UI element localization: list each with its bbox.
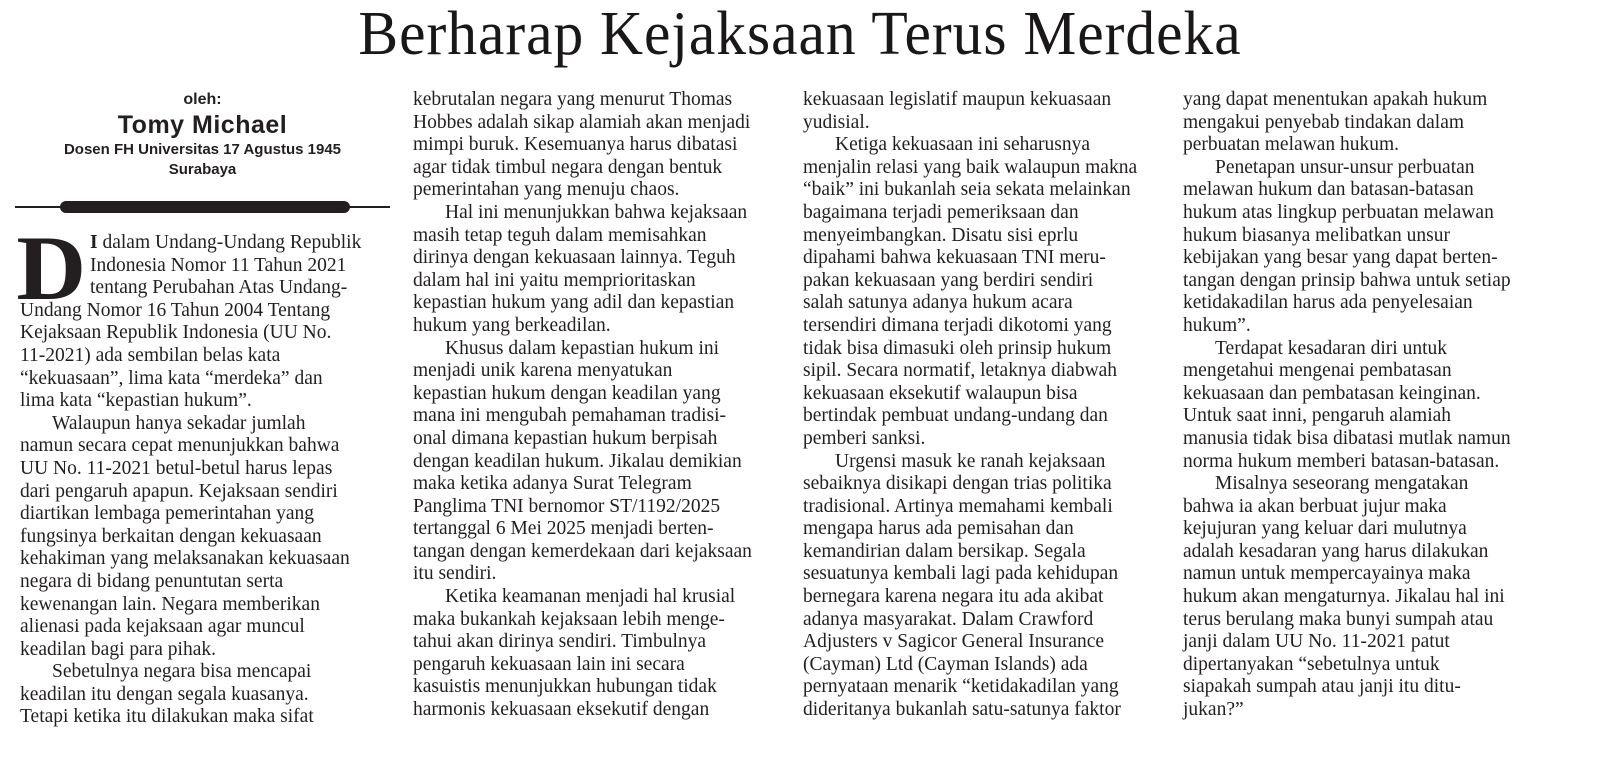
text-line: pakan kekuasaan yang berdiri sendiri (803, 269, 1094, 291)
text-line: “baik” ini bukanlah seia sekata melainkan (803, 179, 1131, 201)
text-line: pernyataan menarik “ketidakadilan yang (803, 676, 1119, 698)
text-line: dipahami bahwa kekuasaan TNI meru- (803, 247, 1106, 269)
text-line: itu sendiri. (413, 563, 497, 585)
text-line: dari pengaruh apapun. Kejaksaan sendiri (20, 480, 338, 502)
text-line: hukum”. (1183, 314, 1251, 336)
text-line: ketidakadilan harus ada penyelesaian (1183, 292, 1473, 314)
text-line: kekuasaan eksekutif walaupun bisa (803, 382, 1078, 404)
text-line: tertanggal 6 Mei 2025 menjadi berten- (413, 518, 714, 540)
text-line: sesuatunya kembali lagi pada kehidupan (803, 563, 1119, 585)
article-column-2 (413, 89, 783, 722)
text-line: salah satunya adanya hukum acara (803, 292, 1073, 314)
text-line: lima kata “kepastian hukum”. (20, 390, 252, 412)
text-line: terus berulang maka bunyi sumpah atau (1183, 608, 1494, 630)
text-line: Panglima TNI bernomor ST/1192/2025 (413, 495, 721, 517)
text-line: mimpi buruk. Kesemuanya harus dibatasi (413, 134, 738, 156)
text-line: pengaruh kekuasaan lain ini secara (413, 653, 685, 675)
text-line: kepastian hukum dengan keadilan yang (413, 382, 721, 404)
text-line: pemberi sanksi. (803, 427, 926, 449)
text-line: dipertanyakan “sebetulnya untuk (1183, 653, 1440, 675)
text-line: Untuk saat inni, pengaruh alamiah (1183, 405, 1452, 427)
text-line: (Cayman) Ltd (Cayman Islands) ada (803, 653, 1088, 675)
text-line: Indonesia Nomor 11 Tahun 2021 (90, 254, 347, 276)
text-line: tangan dengan kemerdekaan dari kejaksaan (413, 540, 752, 562)
text-line: Penetapan unsur-unsur perbuatan (1215, 156, 1475, 178)
text-line: tersendiri dimana terjadi dikotomi yang (803, 314, 1112, 336)
text-line: masih tetap teguh dalam memisahkan (413, 224, 707, 246)
text-line: menjalin relasi yang baik walaupun makna (803, 156, 1138, 178)
author-city: Surabaya (168, 161, 237, 178)
text-line: kekuasaan dan pembatasan keinginan. (1183, 382, 1481, 404)
text-line: mengetahui mengenai pembatasan (1183, 360, 1452, 382)
text-line: kewenangan lain. Negara memberikan (20, 593, 320, 615)
text-line: onal dimana kepastian hukum berpisah (413, 427, 718, 449)
article-column-1 (16, 217, 390, 729)
text-line: kekuasaan legislatif maupun kekuasaan (803, 89, 1112, 110)
text-line: yang dapat menentukan apakah hukum (1183, 89, 1488, 110)
text-line: UU No. 11-2021 betul-betul harus lepas (20, 457, 333, 479)
text-line: tangan dengan prinsip bahwa untuk setiap (1183, 269, 1511, 291)
text-line: hukum akan mengaturnya. Jikalau hal ini (1183, 586, 1505, 608)
text-line: Walaupun hanya sekadar jumlah (52, 412, 306, 434)
text-line: namun untuk mempercayainya maka (1183, 563, 1471, 585)
text-line: diartikan lembaga pemerintahan yang (20, 503, 315, 525)
text-line: dirinya dengan kekuasaan lainnya. Teguh (413, 247, 736, 269)
author-name: Tomy Michael (117, 111, 288, 139)
text-line: dideritanya bukanlah satu-satunya faktor (803, 699, 1121, 721)
text-line: melawan hukum dan batasan-batasan (1183, 179, 1474, 201)
text-line: Ketiga kekuasaan ini seharusnya (835, 134, 1091, 156)
text-line: tahui akan dirinya sendiri. Timbulnya (413, 631, 707, 653)
text-line: kehakiman yang melaksanakan kekuasaan (20, 548, 350, 570)
text-line: norma hukum memberi batasan-batasan. (1183, 450, 1500, 472)
text-line: namun secara cepat menunjukkan bahwa (20, 435, 340, 457)
text-line: mana ini mengubah pemahaman tradisi- (413, 405, 726, 427)
text-line: bernegara karena negara itu ada akibat (803, 586, 1104, 608)
text-line: mengapa harus ada pemisahan dan (803, 518, 1074, 540)
text-line: Adjusters v Sagicor General Insurance (803, 631, 1105, 653)
text-line: Kejaksaan Republik Indonesia (UU No. (20, 322, 332, 344)
text-line: kepastian hukum yang adil dan kepastian (413, 292, 735, 314)
text-line-content: dalam Undang-Undang Republik (97, 232, 362, 253)
first-letter: I (90, 232, 98, 253)
text-line: dengan keadilan hukum. Jikalau demikian (413, 450, 742, 472)
text-line: hukum yang berkeadilan. (413, 314, 611, 336)
text-line: kebijakan yang besar yang dapat berten- (1183, 247, 1498, 269)
text-line: negara di bidang penuntutan serta (20, 570, 284, 592)
byline-divider-ornament (60, 201, 350, 213)
text-line: Undang Nomor 16 Tahun 2004 Tentang (20, 299, 331, 321)
text-line: Hal ini menunjukkan bahwa kejaksaan (445, 201, 748, 223)
text-line: keadilan itu dengan segala kuasanya. (20, 683, 309, 705)
text-line: Misalnya seseorang mengatakan (1215, 473, 1469, 495)
text-line: Terdapat kesadaran diri untuk (1215, 337, 1448, 359)
headline: Berharap Kejaksaan Terus Merdeka (358, 0, 1242, 68)
text-line: “kekuasaan”, lima kata “merdeka” dan (20, 367, 323, 389)
text-line: keadilan bagi para pihak. (20, 638, 216, 660)
text-line: adanya masyarakat. Dalam Crawford (803, 608, 1094, 630)
text-line: menyeimbangkan. Disatu sisi eprlu (803, 224, 1079, 246)
text-line: sebaiknya disikapi dengan trias politika (803, 473, 1112, 495)
text-line: janji dalam UU No. 11-2021 patut (1183, 631, 1450, 653)
text-line: perbuatan melawan hukum. (1183, 134, 1400, 156)
text-line: bahwa ia akan berbuat jujur maka (1183, 495, 1447, 517)
text-line: kebrutalan negara yang menurut Thomas (413, 89, 733, 110)
text-line: pemerintahan yang menuju chaos. (413, 179, 680, 201)
text-line: Urgensi masuk ke ranah kejaksaan (835, 450, 1106, 472)
text-line: Ketika keamanan menjadi hal krusial (445, 586, 736, 608)
text-line: dalam hal ini yaitu memprioritaskan (413, 269, 696, 291)
text-line: adalah kesadaran yang harus dilakukan (1183, 540, 1489, 562)
text-line: tradisional. Artinya memahami kembali (803, 495, 1113, 517)
text-line: jukan?” (1183, 699, 1244, 721)
text-line: sipil. Secara normatif, letaknya diabwah (803, 360, 1118, 382)
text-line: kasuistis menunjukkan hubungan tidak (413, 676, 717, 698)
text-line: menjadi unik karena menyatukan (413, 360, 673, 382)
text-line: tentang Perubahan Atas Undang- (90, 277, 348, 299)
text-line: hukum biasanya melibatkan unsur (1183, 224, 1450, 246)
text-line: yudisial. (803, 111, 870, 133)
text-line: fungsinya berkaitan dengan kekuasaan (20, 525, 322, 547)
text-line: siapakah sumpah atau janji itu ditu- (1183, 676, 1461, 698)
drop-cap: D (16, 217, 87, 319)
text-line: 11-2021) ada sembilan belas kata (20, 344, 281, 366)
author-affiliation: Dosen FH Universitas 17 Agustus 1945 (63, 141, 342, 158)
text-line: manusia tidak bisa dibatasi mutlak namun (1183, 427, 1511, 449)
byline-prefix: oleh: (183, 91, 222, 108)
byline (10, 90, 395, 180)
text-line: Hobbes adalah sikap alamiah akan menjadi (413, 111, 751, 133)
text-line: bagaimana terjadi pemeriksaan dan (803, 201, 1079, 223)
text-line: Tetapi ketika itu dilakukan maka sifat (20, 706, 314, 728)
text-line: kemandirian dalam bersikap. Segala (803, 540, 1086, 562)
article-column-4 (1183, 89, 1583, 722)
text-line: hukum atas lingkup perbuatan melawan (1183, 201, 1494, 223)
text-line: mengakui penyebab tindakan dalam (1183, 111, 1465, 133)
text-line: tidak bisa dimasuki oleh prinsip hukum (803, 337, 1112, 359)
article-column-3 (803, 89, 1173, 722)
text-line: harmonis kekuasaan eksekutif dengan (413, 699, 710, 721)
text-line: bertindak pembuat undang-undang dan (803, 405, 1108, 427)
text-line: Khusus dalam kepastian hukum ini (445, 337, 720, 359)
text-line: maka ketika adanya Surat Telegram (413, 473, 692, 495)
text-line: agar tidak timbul negara dengan bentuk (413, 156, 723, 178)
text-line: alienasi pada kejaksaan agar muncul (20, 616, 305, 638)
text-line: maka bukankah kejaksaan lebih menge- (413, 608, 725, 630)
text-line: Sebetulnya negara bisa mencapai (52, 661, 312, 683)
text-line: kejujuran yang keluar dari mulutnya (1183, 518, 1467, 540)
